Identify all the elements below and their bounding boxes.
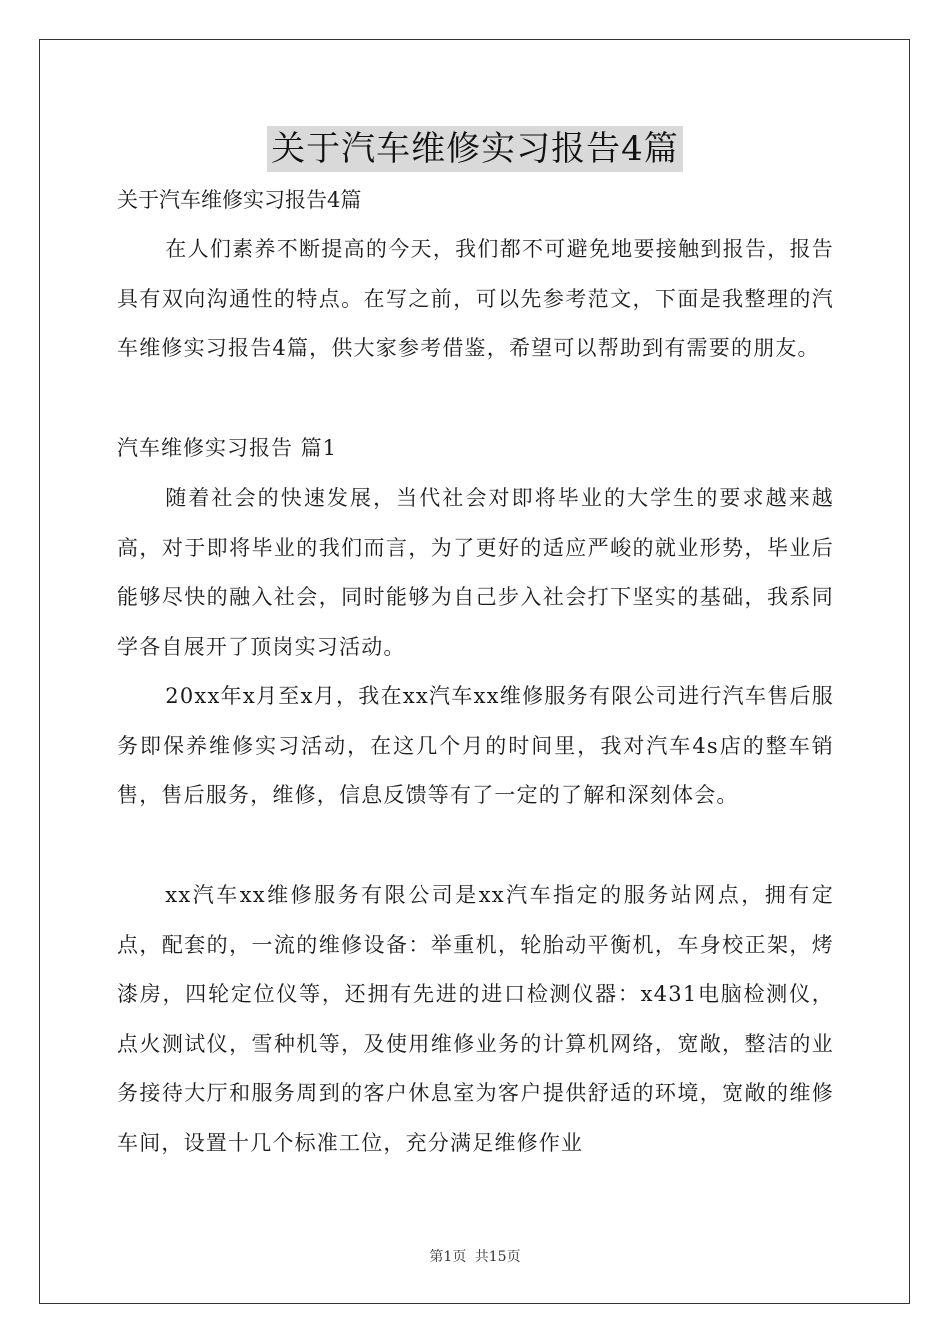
title-block bbox=[0, 126, 950, 172]
body-paragraph: 随着社会的快速发展，当代社会对即将毕业的大学生的要求越来越高，对于即将毕业的我们而言，为了更好的适应严峻的就业形势，毕业后能够尽快的融入社会，同时能够为自己步入社会打下坚实的基础，我系同学各自展开了顶岗实习活动。 bbox=[117, 486, 834, 659]
body-paragraph: 20xx年x月至x月，我在xx汽车xx维修服务有限公司进行汽车售后服务即保养维修实习活动，在这几个月的时间里，我对汽车4s店的整车销售，售后服务，维修，信息反馈等有了一定的了解和深刻体会。 bbox=[117, 684, 834, 808]
section-heading: 汽车维修实习报告 篇1 bbox=[117, 436, 338, 460]
page-footer: 第1页 共15页 bbox=[429, 1249, 521, 1265]
document-subtitle: 关于汽车维修实习报告4篇 bbox=[117, 188, 362, 212]
document-title: 关于汽车维修实习报告4篇 bbox=[267, 126, 683, 172]
intro-paragraph: 在人们素养不断提高的今天，我们都不可避免地要接触到报告，报告具有双向沟通性的特点。在写之前，可以先参考范文，下面是我整理的汽车维修实习报告4篇，供大家参考借鉴，希望可以帮助到有需要的朋友。 bbox=[117, 237, 834, 361]
body-paragraph: xx汽车xx维修服务有限公司是xx汽车指定的服务站网点，拥有定点，配套的，一流的维修设备：举重机，轮胎动平衡机，车身校正架，烤漆房，四轮定位仪等，还拥有先进的进口检测仪器：x431电脑检测仪，点火测试仪，雪种机等，及使用维修业务的计算机网络，宽敞，整洁的业务接待大厅和服务周到的客户休息室为客户提供舒适的环境，宽敞的维修车间，设置十几个标准工位，充分满足维修作业 bbox=[117, 883, 834, 1155]
